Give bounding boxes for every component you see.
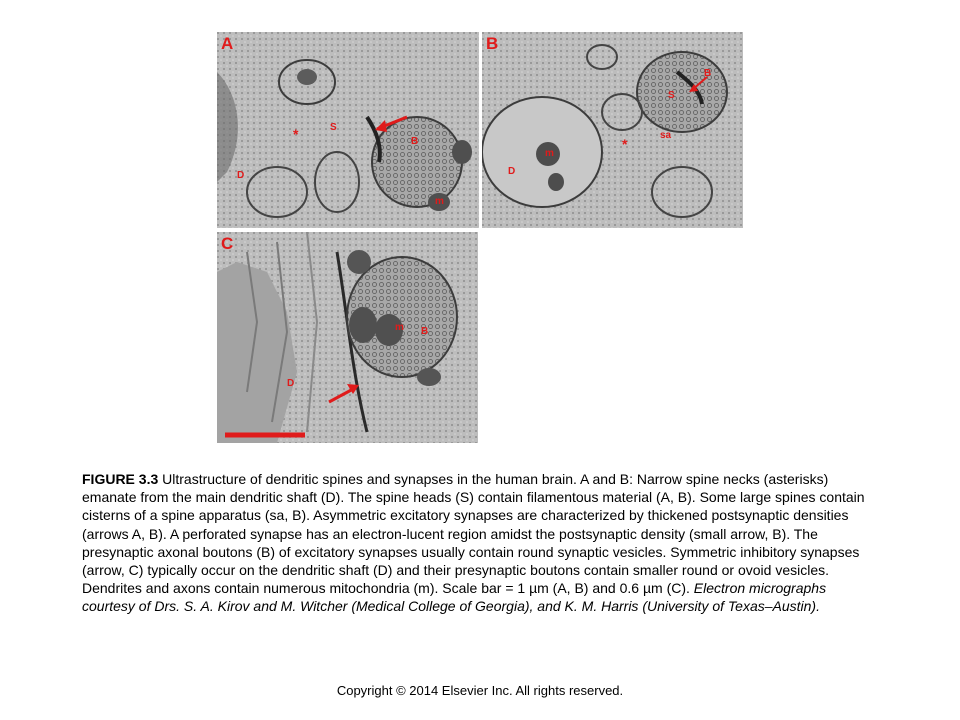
label-bouton: B xyxy=(704,68,712,79)
micrograph-c-image xyxy=(217,232,478,443)
copyright-notice: Copyright © 2014 Elsevier Inc. All rights reserved. xyxy=(336,683,624,698)
figure-title: FIGURE 3.3 xyxy=(82,471,159,487)
caption-credit: Electron micrographs courtesy of Drs. S. A. Kirov and M. Witcher (Medical College of Georgia), and K. M. Harris (University of Texas–Austin). xyxy=(82,580,827,615)
caption-body: Ultrastructure of dendritic spines and synapses in the human brain. A and B: Narrow spine necks (asterisks) emanate from the main dendritic shaft (D). The spine heads (S) contain filamentous material (A, B). Some large spines contain cisterns of a spine apparatus (sa, B). Asymmetric excitatory synapses are characterized by thickened postsynaptic densities (arrows A, B). A perforated synapse has an electron-lucent region amidst the postsynaptic density (small arrow, B). The presynaptic axonal boutons (B) of excitatory synapses usually contain round synaptic vesicles. Symmetric inhibitory synapses (arrow, C) typically occur on the dendritic shaft (D) and their presynaptic boutons contain smaller round or ovoid vesicles. Dendrites and axons contain numerous mitochondria (m). Scale bar = 1 µm (A, B) and 0.6 µm (C). xyxy=(82,471,865,597)
label-asterisk: * xyxy=(293,126,299,142)
label-bouton: B xyxy=(421,326,429,337)
panel-letter-a: A xyxy=(221,34,234,53)
label-bouton: B xyxy=(411,136,419,147)
micrograph-b-image xyxy=(482,32,743,228)
micrograph-panel-b xyxy=(482,32,743,228)
figure-caption xyxy=(82,470,882,616)
label-spine-apparatus: sa xyxy=(660,130,672,141)
label-dendrite: D xyxy=(287,378,295,389)
micrograph-panel-c xyxy=(217,232,478,443)
label-asterisk: * xyxy=(622,136,628,152)
label-dendrite: D xyxy=(508,166,516,177)
panel-letter-b: B xyxy=(486,34,499,53)
label-dendrite: D xyxy=(237,170,245,181)
panel-letter-c: C xyxy=(221,234,234,253)
label-mitochondrion: m xyxy=(545,148,554,159)
label-mitochondrion: m xyxy=(395,322,404,333)
label-spine-head: S xyxy=(668,90,675,101)
label-spine-head: S xyxy=(330,122,337,133)
label-mitochondrion: m xyxy=(435,196,444,207)
micrograph-panel-a xyxy=(217,32,479,228)
